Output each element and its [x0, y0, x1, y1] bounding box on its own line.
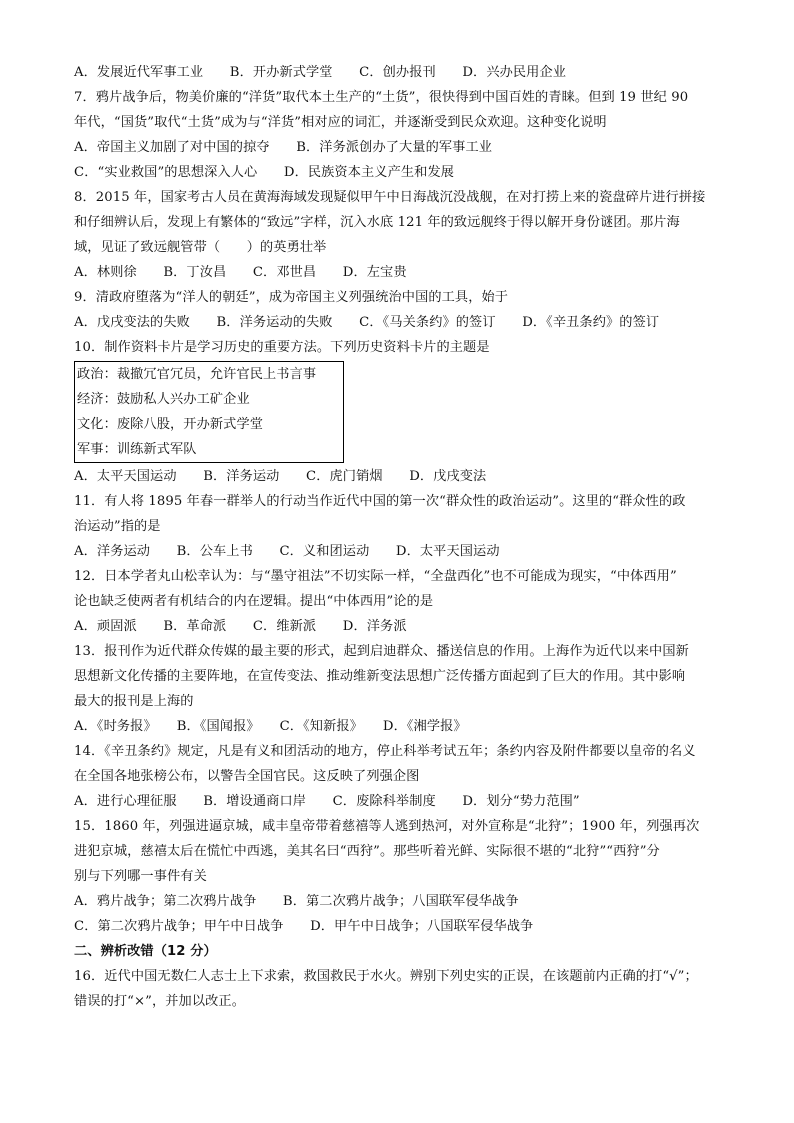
text-line: A．戊戌变法的失败 B．洋务运动的失败 C．《马关条约》的签订 D．《辛丑条约》的签订 [74, 315, 660, 330]
text-line: 7．鸦片战争后，物美价廉的“洋货”取代本土生产的“土货”，很快得到中国百姓的青睐。但到 19 世纪 90 [74, 90, 689, 105]
question-block-before-card [74, 60, 724, 360]
question-block-after-card [74, 464, 724, 939]
text-line: 治运动”指的是 [74, 519, 161, 534]
card-line: 文化：废除八股，开办新式学堂 [77, 417, 264, 432]
exam-page [74, 60, 724, 1014]
card-line: 政治：裁撤冗官冗员，允许官民上书言事 [77, 367, 317, 382]
text-line: 10．制作资料卡片是学习历史的重要方法。下列历史资料卡片的主题是 [74, 340, 490, 355]
text-line: 15．1860 年，列强进逼京城，咸丰皇帝带着慈禧等人逃到热河，对外宣称是“北狩”；1900 年，列强再次 [74, 819, 700, 834]
text-line: 在全国各地张榜公布，以警告全国官民。这反映了列强企图 [74, 769, 420, 784]
text-line: 域，见证了致远舰管带（ ）的英勇壮举 [74, 240, 327, 255]
card-line: 经济：鼓励私人兴办工矿企业 [77, 392, 250, 407]
text-line: 年代，“国货”取代“土货”成为与“洋货”相对应的词汇，并逐渐受到民众欢迎。这种变化说明 [74, 115, 607, 130]
text-line: 别与下列哪一事件有关 [74, 869, 207, 884]
history-material-card [74, 361, 344, 463]
text-line: A．进行心理征服 B．增设通商口岸 C．废除科举制度 D．划分“势力范围” [74, 794, 580, 809]
card-line: 军事：训练新式军队 [77, 442, 197, 457]
text-line: A．太平天国运动 B．洋务运动 C．虎门销烟 D．戊戌变法 [74, 469, 487, 484]
text-line: A．鸦片战争；第二次鸦片战争 B．第二次鸦片战争；八国联军侵华战争 [74, 894, 519, 909]
text-line: A．《时务报》 B．《国闻报》 C．《知新报》 D．《湘学报》 [74, 719, 467, 734]
text-line: 论也缺乏使两者有机结合的内在逻辑。提出“中体西用”论的是 [74, 594, 434, 609]
question-block-after-section [74, 964, 724, 1014]
text-line: 错误的打“×”，并加以改正。 [74, 994, 245, 1009]
text-line: 12．日本学者丸山松幸认为：与“墨守祖法”不切实际一样，“全盘西化”也不可能成为现实，“中体西用” [74, 569, 677, 584]
text-line: C．“实业救国”的思想深入人心 D．民族资本主义产生和发展 [74, 165, 455, 180]
text-line: 14．《辛丑条约》规定，凡是有义和团活动的地方，停止科举考试五年；条约内容及附件都要以皇帝的名义 [74, 744, 696, 759]
text-line: 13．报刊作为近代群众传媒的最主要的形式，起到启迪群众、播送信息的作用。上海作为近代以来中国新 [74, 644, 689, 659]
text-line: 进犯京城，慈禧太后在慌忙中西逃，美其名曰“西狩”。那些听着光鲜、实际很不堪的“北狩”“西狩”分 [74, 844, 660, 859]
text-line: 8．2015 年，国家考古人员在黄海海域发现疑似甲午中日海战沉没战舰，在对打捞上来的瓷盘碎片进行拼接 [74, 190, 706, 205]
text-line: A．顽固派 B．革命派 C．维新派 D．洋务派 [74, 619, 407, 634]
text-line: C．第二次鸦片战争；甲午中日战争 D．甲午中日战争；八国联军侵华战争 [74, 919, 534, 934]
section-title: 二、辨析改错（12 分） [74, 944, 217, 959]
text-line: 11．有人将 1895 年春一群举人的行动当作近代中国的第一次“群众性的政治运动”。这里的“群众性的政 [74, 494, 686, 509]
text-line: A．林则徐 B．丁汝昌 C．邓世昌 D．左宝贵 [74, 265, 407, 280]
text-line: A．帝国主义加剧了对中国的掠夺 B．洋务派创办了大量的军事工业 [74, 140, 493, 155]
text-line: 和仔细辨认后，发现上有繁体的“致远”字样，沉入水底 121 年的致远舰终于得以解开身份谜团。那片海 [74, 215, 680, 230]
text-line: A．发展近代军事工业 B．开办新式学堂 C．创办报刊 D．兴办民用企业 [74, 65, 567, 80]
text-line: A．洋务运动 B．公车上书 C．义和团运动 D．太平天国运动 [74, 544, 500, 559]
text-line: 9．清政府堕落为“洋人的朝廷”，成为帝国主义列强统治中国的工具，始于 [74, 290, 509, 305]
text-line: 16．近代中国无数仁人志士上下求索，救国救民于水火。辨别下列史实的正误，在该题前内正确的打“√”； [74, 969, 698, 984]
text-line: 思想新文化传播的主要阵地，在宣传变法、推动维新变法思想广泛传播方面起到了巨大的作用。其中影响 [74, 669, 686, 684]
text-line: 最大的报刊是上海的 [74, 694, 194, 709]
